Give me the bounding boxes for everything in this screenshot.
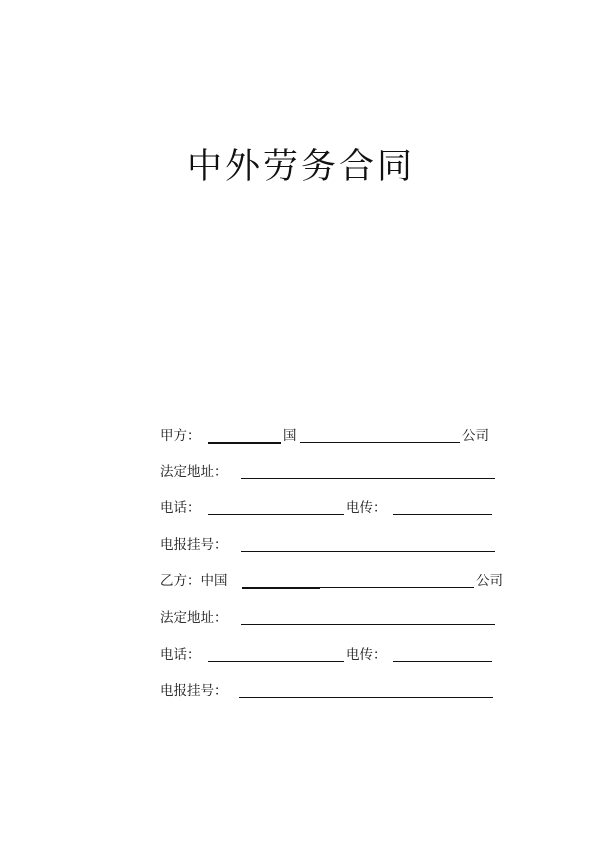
party-b-name-blank[interactable] xyxy=(242,587,320,589)
party-b-fax-blank[interactable] xyxy=(393,661,492,662)
party-a-address-label: 法定地址： xyxy=(160,464,228,480)
party-b-address-label: 法定地址： xyxy=(160,610,228,626)
party-a-address-blank[interactable] xyxy=(241,478,495,479)
party-a-company-blank[interactable] xyxy=(300,442,460,443)
party-a-country-suffix: 国 xyxy=(283,428,297,444)
party-b-label: 乙方：中国 xyxy=(160,573,228,589)
party-b-telegraph-label: 电报挂号： xyxy=(160,683,228,699)
party-b-phone-blank[interactable] xyxy=(208,661,344,662)
party-a-fax-label: 电传： xyxy=(346,500,387,516)
party-a-phone-label: 电话： xyxy=(160,500,201,516)
party-a-telegraph-blank[interactable] xyxy=(241,551,495,552)
party-b-company-suffix: 公司 xyxy=(476,573,503,589)
party-b-telegraph-blank[interactable] xyxy=(239,697,493,698)
party-a-phone-blank[interactable] xyxy=(208,514,344,515)
party-a-country-blank[interactable] xyxy=(208,442,281,444)
page-title: 中外劳务合同 xyxy=(186,147,415,187)
party-b-fax-label: 电传： xyxy=(346,647,387,663)
party-a-fax-blank[interactable] xyxy=(393,514,492,515)
party-b-address-blank[interactable] xyxy=(241,624,495,625)
party-a-company-suffix: 公司 xyxy=(462,428,489,444)
party-b-company-blank[interactable] xyxy=(320,587,474,588)
party-a-telegraph-label: 电报挂号： xyxy=(160,537,228,553)
party-a-label: 甲方： xyxy=(160,428,201,444)
party-b-phone-label: 电话： xyxy=(160,647,201,663)
